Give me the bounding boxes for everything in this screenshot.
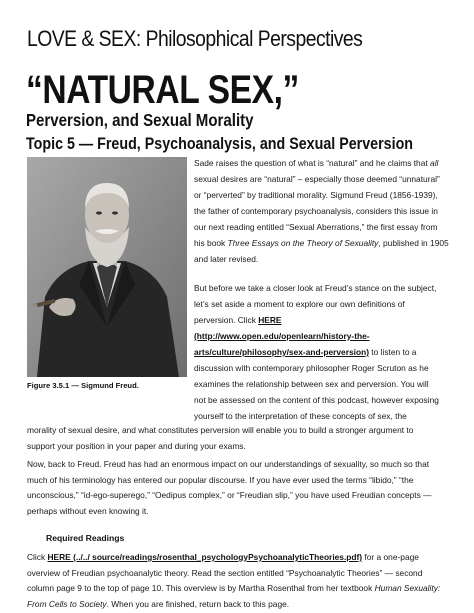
paragraph-line [27, 553, 419, 561]
reading-pdf-link[interactable]: HERE (../../ source/readings/rosenthal_psychologyPsychoanalyticTheories.pdf) [47, 552, 363, 562]
book-title: From Cells to Society [27, 599, 107, 609]
podcast-url-link[interactable]: (http://www.open.edu/openlearn/history-the- [194, 331, 370, 341]
text-span: perversion. Click [194, 315, 259, 325]
paragraph-line: perhaps without even knowing it. [27, 505, 149, 516]
book-title: Three Essays on the Theory of Sexuality [227, 238, 379, 248]
topic-heading: Topic 5 — Freud, Psychoanalysis, and Sexual Perversion [26, 134, 414, 153]
paragraph-line: the father of contemporary psychoanalysis, considers this issue in [194, 206, 438, 216]
paragraph-line: much of his terminology has entered our popular discourse. If you have ever used the terms “libido,” “the [27, 474, 414, 485]
paragraph-line [194, 332, 370, 340]
emphasis-text: all [430, 158, 439, 168]
book-title: Human Sexuality: [374, 583, 441, 594]
course-title: LOVE & SEX: Philosophical Perspectives [27, 26, 363, 51]
text-span: column page 9 to the top of page 10. This overview is by Martha Rosenthal from her textbook [27, 583, 375, 594]
text-span: to listen to a [368, 347, 417, 357]
paragraph-line: morality of sexual desire, and what constitutes perversion will enable you to build a stronger argument to [27, 425, 414, 435]
paragraph-line: and later revised. [194, 254, 259, 264]
paragraph-line [27, 600, 289, 608]
paragraph-line: unconscious,” “id-ego-superego,” “Oedipus complex,” or “Freudian slip,” you have used Freudian concepts — [27, 490, 432, 501]
paragraph-line [194, 316, 282, 324]
page-subtitle: Perversion, and Sexual Morality [26, 110, 254, 130]
paragraph-line: or “perverted” by traditional morality. Sigmund Freud (1856-1939), [194, 190, 438, 200]
paragraph-line [194, 159, 438, 167]
paragraph-line: not be assessed on the content of this podcast, however exposing [194, 395, 439, 405]
figure-caption: Figure 3.5.1 — Sigmund Freud. [27, 381, 139, 390]
paragraph-line: But before we take a closer look at Freud’s stance on the subject, [194, 283, 437, 293]
paragraph-line [194, 348, 416, 356]
required-readings-heading: Required Readings [46, 533, 125, 544]
podcast-link[interactable]: HERE [258, 315, 282, 325]
text-span: , published in 1905 [378, 238, 449, 248]
paragraph-line: support your position in your paper and during your exams. [27, 441, 246, 451]
paragraph-line: sexual desires are “natural” – especially those deemed “unnatural” [194, 174, 440, 184]
text-span: his book [194, 238, 228, 248]
paragraph-line: let’s set aside a moment to explore our own definitions of [194, 299, 405, 309]
paragraph-line: yourself to the interpretation of these concepts of sex, the [194, 411, 407, 421]
text-span: Sade raises the question of what is “natural” and he claims that [194, 158, 431, 168]
text-span: . When you are finished, return back to this page. [106, 599, 290, 609]
podcast-url-link[interactable]: arts/culture/philosophy/sex-and-perversion) [194, 347, 369, 357]
portrait-illustration [27, 157, 187, 377]
text-span: Click [27, 552, 48, 562]
paragraph-line: overview of Freudian psychoanalytic theory. Read the section entitled “Psychoanalytic Theories” — second [27, 567, 423, 578]
paragraph-line: our next reading entitled “Sexual Aberrations,” the first essay from [194, 222, 438, 232]
paragraph-line: discussion with contemporary philosopher Roger Scruton as he [194, 363, 429, 373]
paragraph-line [194, 239, 449, 247]
freud-portrait-photo [27, 157, 187, 377]
paragraph-line: examines the relationship between sex and perversion. You will [194, 379, 429, 389]
paragraph-line: Now, back to Freud. Freud has had an enormous impact on our understandings of sexuality, so much so that [27, 459, 430, 469]
text-span: for a one-page [362, 552, 419, 562]
paragraph-line [27, 584, 440, 592]
page-title: “NATURAL SEX,” [26, 68, 299, 112]
